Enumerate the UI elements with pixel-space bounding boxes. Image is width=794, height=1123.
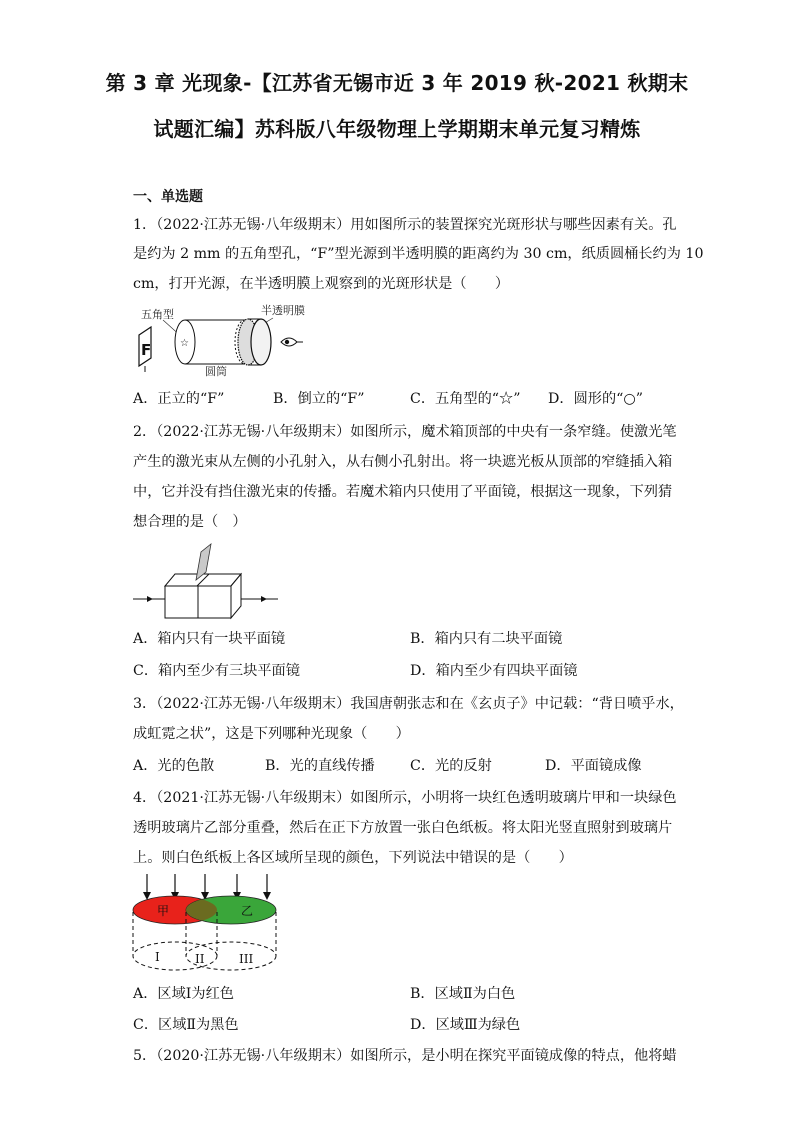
q4-label-zone3: III (239, 952, 254, 966)
q1-option-b[interactable]: B．倒立的“F” (273, 391, 365, 407)
page-title-line2: 试题汇编】苏科版八年级物理上学期期末单元复习精炼 (153, 117, 641, 141)
q4-label-zone2: II (195, 952, 205, 966)
q4-option-d[interactable]: D．区域Ⅲ为绿色 (410, 1017, 521, 1033)
q4-line-1: 4．（2021·江苏无锡·八年级期末）如图所示，小明将一块红色透明玻璃片甲和一块绿色 (133, 790, 677, 806)
q4-option-b[interactable]: B．区域Ⅱ为白色 (410, 986, 516, 1002)
q4-line-2: 透明玻璃片乙部分重叠，然后在正下方放置一张白色纸板。将太阳光竖直照射到玻璃片 (133, 820, 673, 836)
q4-label-green: 乙 (241, 904, 254, 918)
q1-line-1: 1．（2022·江苏无锡·八年级期末）用如图所示的装置探究光斑形状与哪些因素有关。孔 (133, 217, 677, 233)
page-title-line1: 第 3 章 光现象-【江苏省无锡市近 3 年 2019 秋-2021 秋期末 (105, 71, 689, 95)
q2-option-c[interactable]: C．箱内至少有三块平面镜 (133, 663, 300, 679)
q1-label-membrane: 半透明膜 (261, 304, 305, 317)
q2-line-1: 2．（2022·江苏无锡·八年级期末）如图所示，魔术箱顶部的中央有一条窄缝。使激光笔 (133, 424, 677, 440)
q1-label-source: F (141, 341, 152, 359)
q4-label-zone1: I (155, 950, 160, 964)
q2-line-3: 中，它并没有挡住激光束的传播。若魔术箱内只使用了平面镜，根据这一现象，下列猜 (133, 484, 673, 500)
q4-label-red: 甲 (157, 904, 170, 918)
section-header: 一、单选题 (133, 189, 203, 205)
svg-text:☆: ☆ (180, 338, 189, 349)
q1-option-c[interactable]: C．五角型的“☆” (410, 391, 521, 407)
q1-line-2: 是约为 2 mm 的五角型孔，“F”型光源到半透明膜的距离约为 30 cm，纸质圆桶长约为 10 (133, 246, 704, 262)
q3-line-1: 3．（2022·江苏无锡·八年级期末）我国唐朝张志和在《玄贞子》中记载：“背日喷乎水， (133, 696, 684, 712)
q1-label-tube: 圆筒 (205, 365, 227, 378)
q2-figure-magic-box (133, 540, 283, 625)
q4-option-c[interactable]: C．区域Ⅱ为黑色 (133, 1017, 239, 1033)
q4-figure-color-glass (133, 872, 283, 972)
q1-label-star-hole: 五角型 (141, 308, 174, 321)
q1-option-a[interactable]: A．正立的“F” (133, 391, 225, 407)
q3-option-c[interactable]: C．光的反射 (410, 758, 492, 774)
q5-line-1: 5．（2020·江苏无锡·八年级期末）如图所示，是小明在探究平面镜成像的特点，他将蜡 (133, 1048, 677, 1064)
q3-line-2: 成虹霓之状”，这是下列哪种光现象（ ） (133, 726, 410, 742)
q3-option-d[interactable]: D．平面镜成像 (545, 758, 642, 774)
q2-line-2: 产生的激光束从左侧的小孔射入，从右侧小孔射出。将一块遮光板从顶部的窄缝插入箱 (133, 454, 673, 470)
q4-line-3: 上。则白色纸板上各区域所呈现的颜色，下列说法中错误的是（ ） (133, 850, 573, 866)
q4-option-a[interactable]: A．区域Ⅰ为红色 (133, 986, 234, 1002)
q2-line-4: 想合理的是（ ） (133, 514, 247, 530)
q3-option-a[interactable]: A．光的色散 (133, 758, 215, 774)
q1-figure-pinhole-camera (133, 300, 323, 380)
q2-option-b[interactable]: B．箱内只有二块平面镜 (410, 631, 563, 647)
q2-option-d[interactable]: D．箱内至少有四块平面镜 (410, 663, 578, 679)
q2-option-a[interactable]: A．箱内只有一块平面镜 (133, 631, 286, 647)
q1-option-d[interactable]: D．圆形的“○” (548, 391, 644, 407)
q3-option-b[interactable]: B．光的直线传播 (265, 758, 375, 774)
q1-line-3: cm，打开光源，在半透明膜上观察到的光斑形状是（ ） (133, 276, 510, 292)
